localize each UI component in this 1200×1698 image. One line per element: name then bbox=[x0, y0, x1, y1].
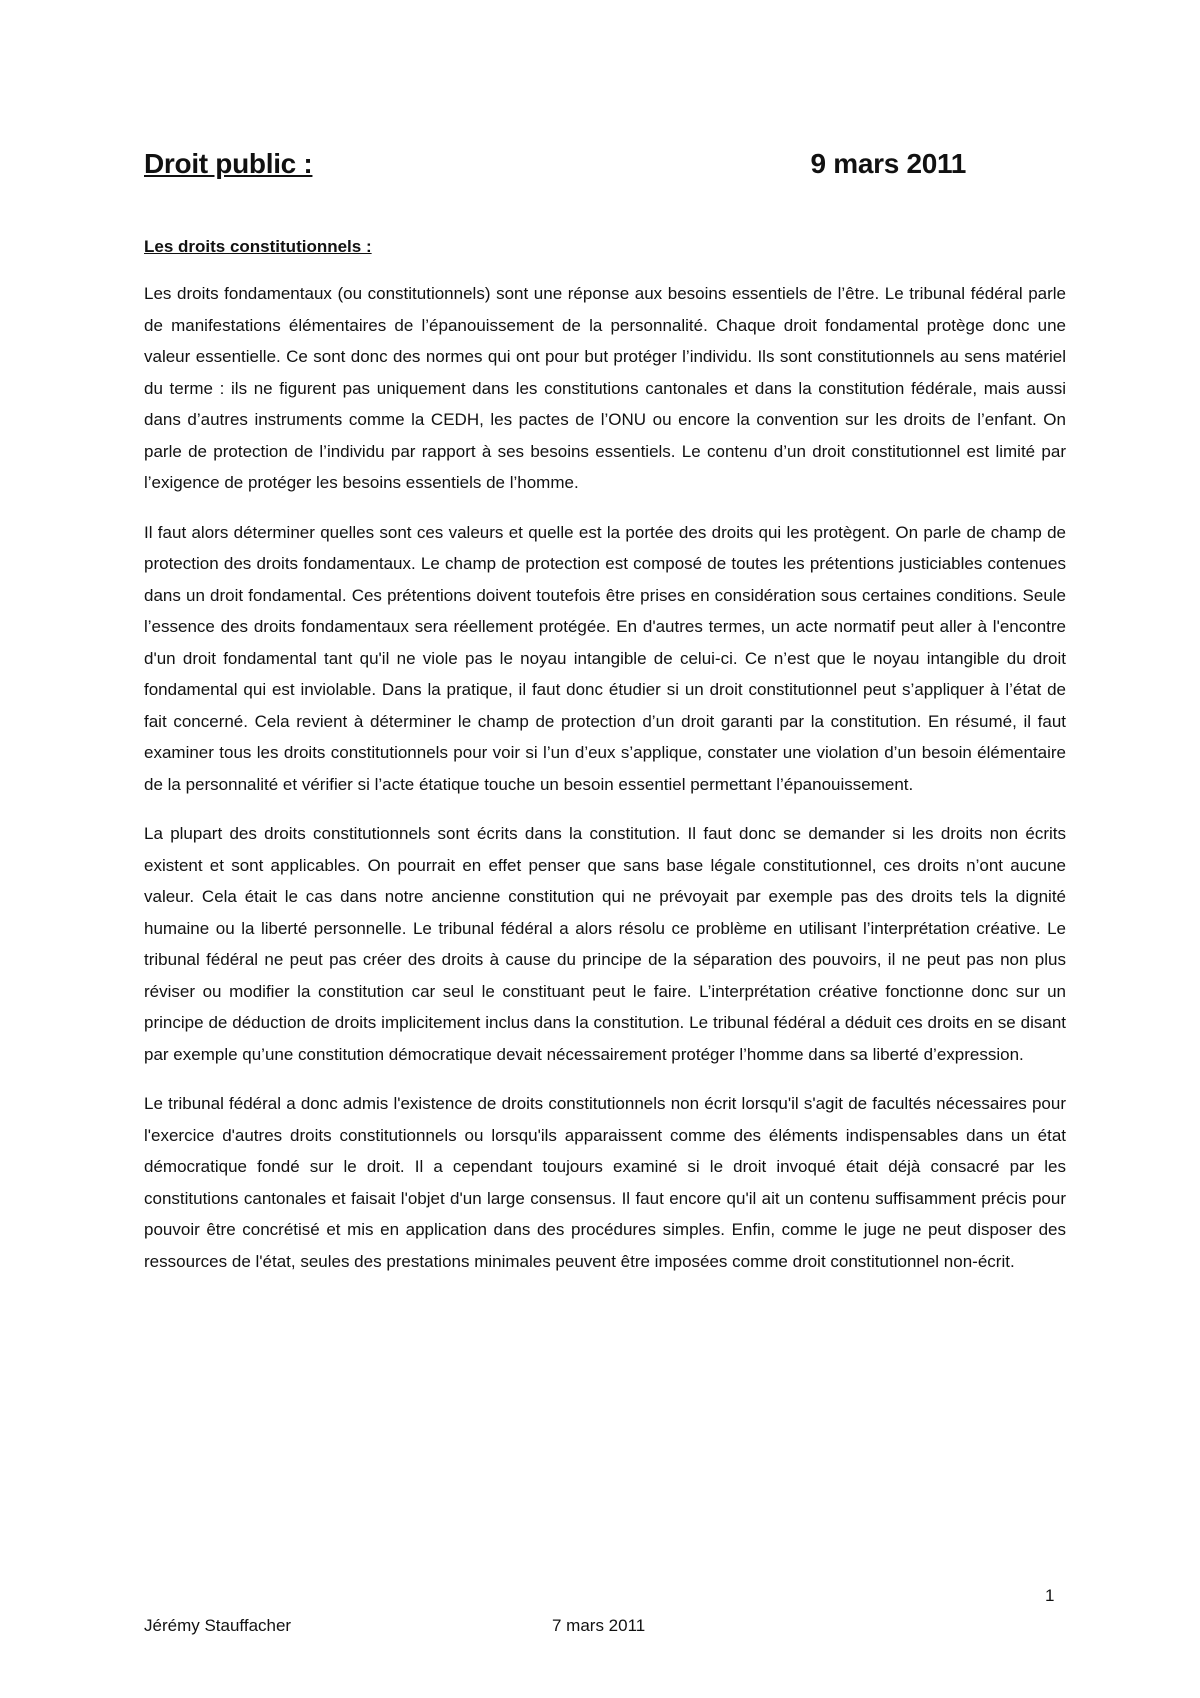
footer-author: Jérémy Stauffacher bbox=[144, 1616, 292, 1635]
paragraph: Les droits fondamentaux (ou constitutionnels) sont une réponse aux besoins essentiels de l’être. Le tribunal fédéral parle de manifestations élémentaires de l’épanouissement de la personnalité. Chaque droit fondamental protège donc une valeur essentielle. Ce sont donc des normes qui ont pour but protéger l’individu. Ils sont constitutionnels au sens matériel du terme : ils ne figurent pas uniquement dans les constitutions cantonales et dans la constitution fédérale, mais aussi dans d’autres instruments comme la CEDH, les pactes de l’ONU ou encore la convention sur les droits de l’enfant. On parle de protection de l’individu par rapport à ses besoins essentiels. Le contenu d’un droit constitutionnel est limité par l’exigence de protéger les besoins essentiels de l’homme. bbox=[144, 284, 1066, 492]
document-body bbox=[144, 278, 1066, 1295]
paragraph: La plupart des droits constitutionnels sont écrits dans la constitution. Il faut donc se demander si les droits non écrits existent et sont applicables. On pourrait en effet penser que sans base légale constitutionnel, ces droits n’ont aucune valeur. Cela était le cas dans notre ancienne constitution qui ne prévoyait par exemple pas des droits tels la dignité humaine ou la liberté personnelle. Le tribunal fédéral a alors résolu ce problème en utilisant l’interprétation créative. Le tribunal fédéral ne peut pas créer des droits à cause du principe de la séparation des pouvoirs, il ne peut pas non plus réviser ou modifier la constitution car seul le constituant peut le faire. L’interprétation créative fonctionne donc sur un principe de déduction de droits implicitement inclus dans la constitution. Le tribunal fédéral a déduit ces droits en se disant par exemple qu’une constitution démocratique devait nécessairement protéger l’homme dans sa liberté d’expression. bbox=[144, 824, 1066, 1064]
paragraph: Il faut alors déterminer quelles sont ces valeurs et quelle est la portée des droits qui les protègent. On parle de champ de protection des droits fondamentaux. Le champ de protection est composé de toutes les prétentions justiciables contenues dans un droit fondamental. Ces prétentions doivent toutefois être prises en considération sous certaines conditions. Seule l’essence des droits fondamentaux sera réellement protégée. En d'autres termes, un acte normatif peut aller à l'encontre d'un droit fondamental tant qu'il ne viole pas le noyau intangible de celui-ci. Ce n’est que le noyau intangible du droit fondamental qui est inviolable. Dans la pratique, il faut donc étudier si un droit constitutionnel peut s’appliquer à l’état de fait concerné. Cela revient à déterminer le champ de protection d’un droit garanti par la constitution. En résumé, il faut examiner tous les droits constitutionnels pour voir si l’un d’eux s’applique, constater une violation d’un besoin élémentaire de la personnalité et vérifier si l’acte étatique touche un besoin essentiel permettant l’épanouissement. bbox=[144, 522, 1066, 794]
document-header bbox=[144, 148, 966, 180]
section-heading: Les droits constitutionnels : bbox=[144, 237, 372, 256]
document-title: Droit public : bbox=[144, 148, 313, 179]
paragraph: Le tribunal fédéral a donc admis l'existence de droits constitutionnels non écrit lorsqu'il s'agit de facultés nécessaires pour l'exercice d'autres droits constitutionnels ou lorsqu'ils apparaissent comme des éléments indispensables dans un état démocratique fondé sur le droit. Il a cependant toujours examiné si le droit invoqué était déjà consacré par les constitutions cantonales et faisait l'objet d'un large consensus. Il faut encore qu'il ait un contenu suffisamment précis pour pouvoir être concrétisé et mis en application dans des procédures simples. Enfin, comme le juge ne peut disposer des ressources de l'état, seules des prestations minimales peuvent être imposées comme droit constitutionnel non-écrit. bbox=[144, 1094, 1066, 1271]
footer-date: 7 mars 2011 bbox=[552, 1616, 646, 1635]
page-number: 1 bbox=[1045, 1586, 1055, 1605]
document-date: 9 mars 2011 bbox=[810, 148, 966, 179]
